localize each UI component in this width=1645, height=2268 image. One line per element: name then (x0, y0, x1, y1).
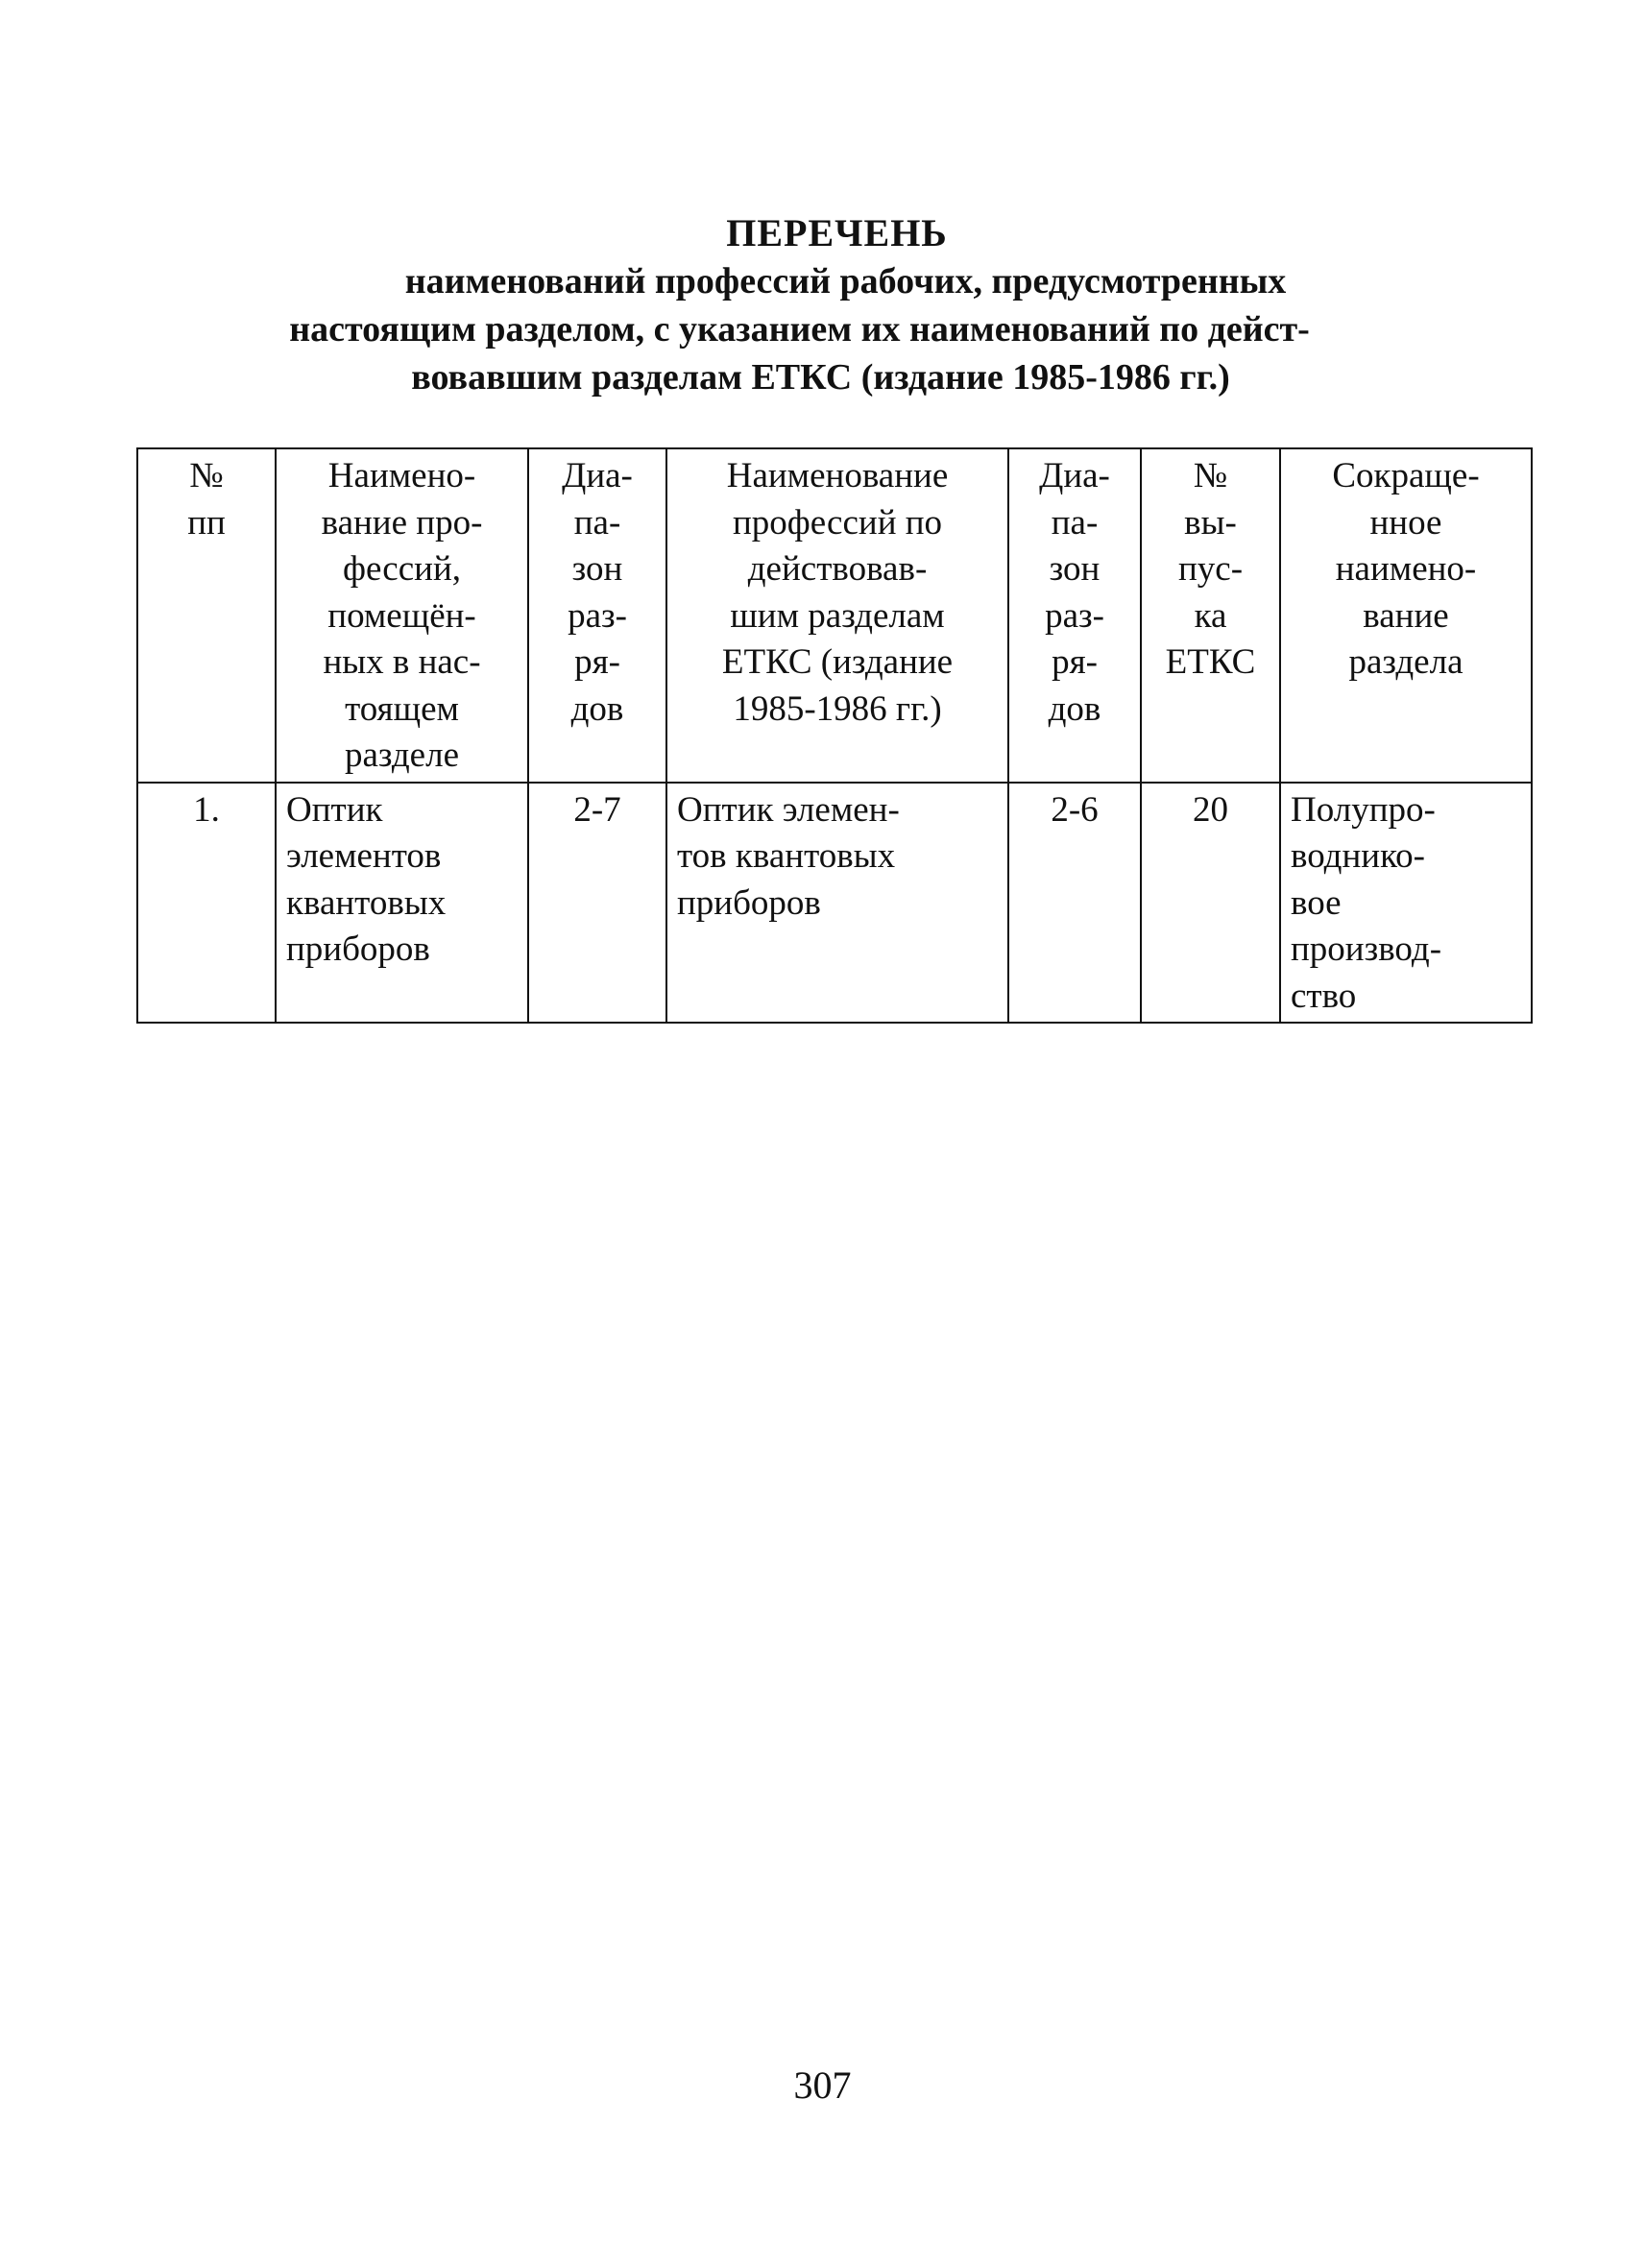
cell-profession: Оптик элементов квантовых приборов (276, 783, 528, 1024)
subtitle-line-3: вовавшим разделам ЕТКС (издание 1985-1986 гг.) (411, 357, 1230, 398)
cell-old-profession: Оптик элемен- тов квантовых приборов (666, 783, 1008, 1024)
cell-range: 2-7 (528, 783, 666, 1024)
table-header-row (137, 448, 1532, 783)
cell-old-range: 2-6 (1008, 783, 1141, 1024)
header-cell-old-profession: Наименование профессий по действовав- шим разделам ЕТКС (издание 1985-1986 гг.) (666, 448, 1008, 783)
header-cell-old-range: Диа- па- зон раз- ря- дов (1008, 448, 1141, 783)
cell-issue: 20 (1141, 783, 1280, 1024)
cell-section: Полупро- воднико- вое производ- ство (1280, 783, 1532, 1024)
header-cell-range: Диа- па- зон раз- ря- дов (528, 448, 666, 783)
document-title: ПЕРЕЧЕНЬ (726, 211, 948, 254)
document-heading (0, 209, 1645, 401)
professions-table (136, 447, 1533, 1024)
subtitle-line-2: настоящим разделом, с указанием их наименований по дейст- (289, 309, 1310, 350)
header-cell-number: № пп (137, 448, 276, 783)
header-cell-profession: Наимено- вание про- фессий, помещён- ных в нас- тоящем разделе (276, 448, 528, 783)
cell-number: 1. (137, 783, 276, 1024)
header-cell-section: Сокраще- нное наимено- вание раздела (1280, 448, 1532, 783)
subtitle-line-1: наименований профессий рабочих, предусмотренных (404, 261, 1287, 302)
header-cell-issue: № вы- пус- ка ЕТКС (1141, 448, 1280, 783)
table-row (137, 783, 1532, 1024)
page-number: 307 (793, 2063, 852, 2107)
